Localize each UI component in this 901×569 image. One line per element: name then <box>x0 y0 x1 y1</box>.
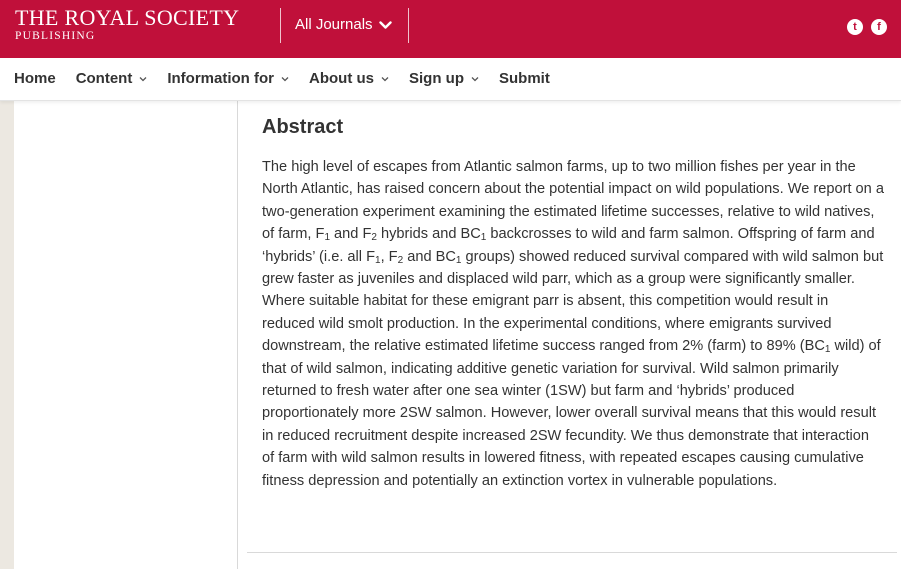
all-journals-dropdown[interactable] <box>295 15 392 35</box>
abstract-text-segment: , F <box>380 248 398 265</box>
abstract-text-segment: and BC <box>403 248 456 265</box>
abstract-text-segment: The high level of escapes from Atlantic salmon farms, up to two million fishes per year in the North Atlantic, has raised concern about the potential impact on wild populations. We report on a two-generation experiment examining the estimated lifetime successes, relative to wild natives, of farm, F <box>262 159 884 243</box>
abstract-text-segment: backcrosses to wild and farm salmon. Offspring of farm and ‘hybrids’ (i.e. all F <box>262 226 875 265</box>
social-links <box>847 19 887 35</box>
abstract-text-segment: hybrids and BC <box>376 226 481 243</box>
chevron-down-icon <box>139 76 147 82</box>
logo-main-text: THE ROYAL SOCIETY <box>15 5 240 30</box>
chevron-down-icon <box>381 76 389 82</box>
abstract-heading: Abstract <box>262 116 344 138</box>
abstract-text-segment: groups) showed reduced survival compared with wild salmon but grew faster as juveniles and displaced wild parr, which as a group were significantly smaller. Where suitable habitat for these emigrant parr is absent, this competition would result in reduced wild smolt production. In the experimental conditions, where emigrants survived downstream, the relative estimated lifetime success ranged from 2% (farm) to 89% (BC <box>262 248 884 355</box>
logo-sub-text: PUBLISHING <box>15 30 96 42</box>
nav-item-content[interactable] <box>76 69 148 89</box>
nav-item-home[interactable] <box>14 69 56 89</box>
nav-item-submit[interactable] <box>499 69 550 89</box>
subscript: 1 <box>480 232 487 244</box>
subscript: 1 <box>375 254 381 266</box>
section-divider <box>247 552 897 553</box>
nav-item-label: Submit <box>499 70 550 87</box>
all-journals-label: All Journals <box>295 16 373 33</box>
nav-item-label: About us <box>309 70 374 87</box>
site-header <box>0 0 901 58</box>
nav-item-label: Information for <box>167 70 274 87</box>
nav-item-label: Sign up <box>409 70 464 87</box>
header-divider-left <box>280 8 281 43</box>
subscript: 1 <box>324 232 330 244</box>
royal-society-logo[interactable] <box>15 7 239 43</box>
nav-item-label: Content <box>75 70 133 87</box>
main-nav <box>0 58 901 101</box>
chevron-down-icon <box>379 21 392 30</box>
subscript: 1 <box>824 344 831 356</box>
nav-item-information-for[interactable] <box>167 69 289 89</box>
subscript: 1 <box>455 254 462 266</box>
abstract-text-segment: wild) of that of wild salmon, indicating additive genetic variation for survival. Wild salmon primarily returned to fresh water after one sea winter (1SW) but farm and ‘hybrids’ produced proportionately more 2SW salmon. However, lower overall survival means that this would result in reduced recruitment despite increased 2SW fecundity. We thus demonstrate that interaction of farm with wild salmon results in lowered fitness, with repeated escapes causing cumulative fitness depression and potentially an extinction vortex in vulnerable populations. <box>262 338 881 489</box>
nav-item-about-us[interactable] <box>309 69 389 89</box>
nav-item-sign-up[interactable] <box>409 69 479 89</box>
chevron-down-icon <box>281 76 289 82</box>
subscript: 2 <box>397 254 404 266</box>
left-sidebar-strip <box>0 100 14 569</box>
chevron-down-icon <box>471 76 479 82</box>
sidebar-divider <box>237 100 238 569</box>
twitter-icon[interactable]: t <box>847 19 863 35</box>
subscript: 2 <box>371 232 377 244</box>
facebook-icon[interactable]: f <box>871 19 887 35</box>
header-divider-right <box>408 8 409 43</box>
nav-item-label: Home <box>14 70 56 87</box>
abstract-text-segment: and F <box>330 226 372 243</box>
abstract-body <box>262 156 884 492</box>
